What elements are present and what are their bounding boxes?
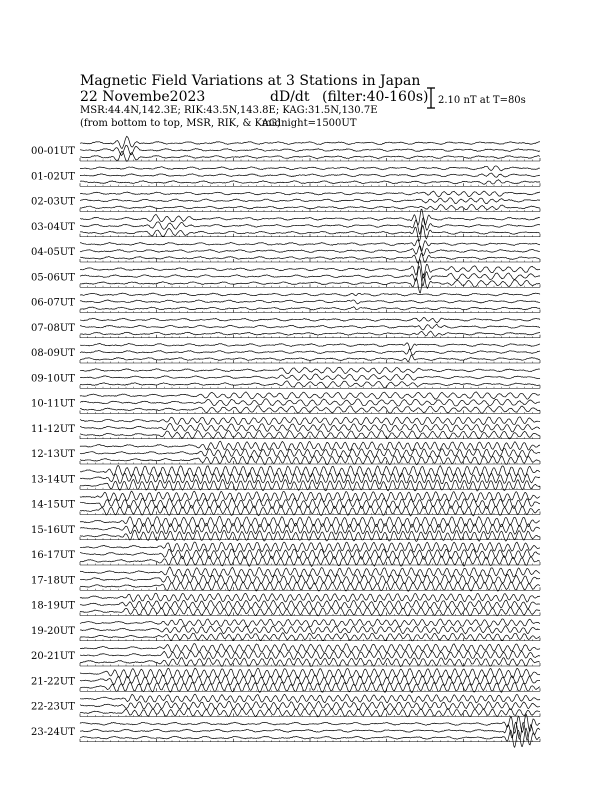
trace-rik xyxy=(80,218,540,234)
hour-row xyxy=(31,593,540,616)
hour-row xyxy=(31,209,540,241)
trace-rik xyxy=(80,173,540,177)
filter-label: (filter:40-160s) xyxy=(322,89,429,105)
hour-row xyxy=(31,166,540,186)
trace-kag xyxy=(80,166,540,171)
trace-rik xyxy=(80,246,540,256)
hour-label: 12-13UT xyxy=(31,449,75,460)
trace-kag xyxy=(80,668,540,678)
hour-label: 02-03UT xyxy=(31,196,75,208)
hour-label: 19-20UT xyxy=(31,625,75,637)
hour-row xyxy=(31,259,540,292)
quantity-label: dD/dt xyxy=(270,89,310,105)
trace-rik xyxy=(80,349,540,355)
trace-kag xyxy=(80,441,540,450)
hour-label: 23-24UT xyxy=(31,726,75,738)
hour-row xyxy=(31,136,540,161)
hour-row xyxy=(31,293,540,312)
hour-row xyxy=(31,714,540,747)
trace-rik xyxy=(80,626,540,634)
trace-msr xyxy=(80,307,540,310)
trace-rik xyxy=(80,324,540,330)
hour-row xyxy=(31,392,540,414)
trace-rik xyxy=(80,600,540,609)
trace-rik xyxy=(80,549,540,559)
station-order-note: (from bottom to top, MSR, RIK, & KAG) xyxy=(80,118,281,129)
hour-row xyxy=(31,542,540,566)
hour-label: 17-18UT xyxy=(31,575,75,587)
hour-label: 04-05UT xyxy=(31,247,75,258)
hour-label: 18-19UT xyxy=(31,600,75,612)
hour-label: 13-14UT xyxy=(31,474,75,486)
trace-rik xyxy=(80,498,540,508)
trace-kag xyxy=(80,293,540,296)
scale-bar xyxy=(427,88,526,108)
trace-kag xyxy=(80,191,540,197)
hour-row xyxy=(31,417,540,439)
trace-rik xyxy=(80,574,540,584)
trace-kag xyxy=(80,593,540,602)
hour-row xyxy=(31,567,540,591)
trace-rik xyxy=(80,423,540,432)
trace-kag xyxy=(80,644,540,653)
hour-row xyxy=(31,240,540,263)
hour-row xyxy=(31,668,540,692)
trace-rik xyxy=(80,198,540,204)
hour-label: 14-15UT xyxy=(31,499,75,511)
trace-kag xyxy=(80,343,540,350)
hour-row xyxy=(31,466,540,491)
hour-label: 00-01UT xyxy=(31,146,75,157)
trace-rik xyxy=(80,448,540,457)
trace-msr xyxy=(80,355,540,362)
hour-label: 06-07UT xyxy=(31,297,75,309)
hour-label: 09-10UT xyxy=(31,373,75,385)
hour-label: 16-17UT xyxy=(31,550,75,561)
midnight-note: midnight=1500UT xyxy=(262,118,357,129)
hour-row xyxy=(31,516,540,541)
trace-kag xyxy=(80,694,540,703)
hour-label: 07-08UT xyxy=(31,322,75,334)
trace-kag xyxy=(80,542,540,552)
station-coordinates: MSR:44.4N,142.3E; RIK:43.5N,143.8E; KAG:31.5N,130.7E xyxy=(80,105,378,116)
trace-kag xyxy=(80,466,540,477)
trace-kag xyxy=(80,619,540,627)
chart-title: Magnetic Field Variations at 3 Stations in Japan xyxy=(80,73,421,89)
trace-kag xyxy=(80,516,540,527)
trace-rik xyxy=(80,399,540,406)
hour-label: 10-11UT xyxy=(31,398,75,410)
trace-kag xyxy=(80,367,540,374)
trace-rik xyxy=(80,650,540,659)
hour-row xyxy=(31,343,540,363)
hour-label: 03-04UT xyxy=(31,221,75,233)
hour-label: 05-06UT xyxy=(31,272,75,284)
trace-kag xyxy=(80,392,540,399)
hour-row xyxy=(31,318,540,338)
trace-kag xyxy=(80,491,540,502)
scale-bar-label: 2.10 nT at T=80s xyxy=(438,95,526,106)
trace-msr xyxy=(80,225,540,241)
trace-rik xyxy=(80,523,540,534)
hour-row xyxy=(31,367,540,388)
trace-kag xyxy=(80,240,540,251)
hour-label: 22-23UT xyxy=(31,701,75,713)
trace-kag xyxy=(80,417,540,425)
hour-row xyxy=(31,619,540,641)
trace-rik xyxy=(80,374,540,381)
hour-row xyxy=(31,491,540,516)
hour-label: 21-22UT xyxy=(31,676,75,688)
trace-rik xyxy=(80,300,540,304)
hour-rows xyxy=(31,136,540,747)
trace-rik xyxy=(80,701,540,710)
hour-row xyxy=(31,694,540,717)
hour-label: 01-02UT xyxy=(31,171,75,183)
date-line: 22 Novembe2023 xyxy=(80,89,206,105)
hour-label: 11-12UT xyxy=(31,423,75,435)
trace-rik xyxy=(80,145,540,155)
hour-label: 08-09UT xyxy=(31,348,75,359)
trace-msr xyxy=(80,204,540,209)
hour-label: 20-21UT xyxy=(31,651,75,662)
hour-label: 15-16UT xyxy=(31,524,75,536)
hour-row xyxy=(31,644,540,667)
trace-kag xyxy=(80,318,540,323)
hour-row xyxy=(31,191,540,211)
hour-row xyxy=(31,441,540,464)
trace-kag xyxy=(80,136,540,148)
